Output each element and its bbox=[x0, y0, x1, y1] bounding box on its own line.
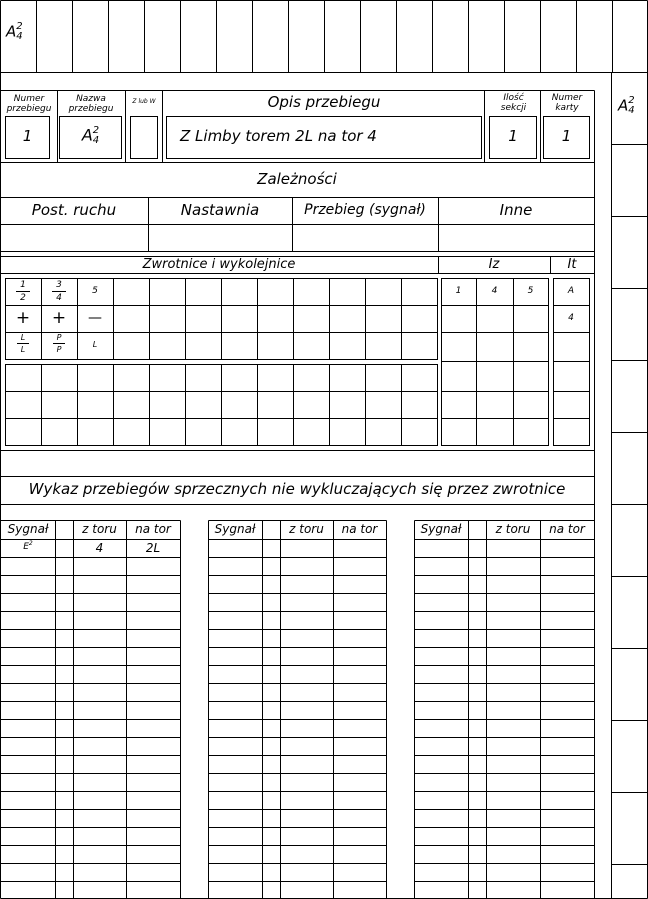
pos-l-l-den: L bbox=[20, 345, 26, 354]
label-karty-line2: karty bbox=[555, 103, 579, 113]
zwrotnice-title: Zwrotnice i wykolejnice bbox=[142, 257, 296, 272]
pos-p-p bbox=[53, 334, 65, 354]
zaleznosci-title: Zależności bbox=[257, 170, 337, 188]
opis-przebiegu-value: Z Limby torem 2L na tor 4 bbox=[180, 127, 377, 145]
z-lub-w-box bbox=[130, 116, 158, 159]
nazwa-code-sup: 2 bbox=[92, 125, 100, 136]
top-route-code-base: A bbox=[6, 22, 17, 41]
pos-l-l-num: L bbox=[17, 334, 29, 344]
wykaz-row1-signal-sup: 2 bbox=[28, 540, 33, 547]
pos-p-p-den: P bbox=[56, 345, 62, 354]
pos-l-l bbox=[17, 334, 29, 354]
wykaz-col-z-toru-3: z toru bbox=[495, 522, 531, 536]
iz-value-5: 5 bbox=[527, 286, 534, 296]
wykaz-row1-from: 4 bbox=[95, 541, 104, 555]
wykaz-col-na-tor-1: na tor bbox=[135, 522, 171, 536]
top-route-code-sub: 4 bbox=[16, 31, 23, 42]
position-plus-2: + bbox=[51, 308, 67, 328]
label-ilosc-line2: sekcji bbox=[500, 103, 527, 113]
label-ilosc-line1: Ilość bbox=[503, 93, 524, 103]
switch-1-2-num: 1 bbox=[16, 281, 30, 292]
top-route-code-sup: 2 bbox=[16, 21, 23, 32]
label-nazwa-przebiegu bbox=[58, 94, 124, 114]
wykaz-col-z-toru-1: z toru bbox=[82, 522, 117, 536]
pos-p-p-num: P bbox=[53, 334, 65, 344]
wykaz-row1-signal-base: E bbox=[23, 542, 29, 552]
label-numer-line1: Numer bbox=[13, 94, 45, 104]
nazwa-code-base: A bbox=[81, 125, 93, 145]
side-route-code-base: A bbox=[618, 96, 629, 115]
label-karty-line1: Numer bbox=[551, 93, 583, 103]
iz-value-1: 1 bbox=[455, 286, 462, 296]
it-label: It bbox=[567, 257, 577, 272]
wykaz-col-sygnal-3: Sygnał bbox=[420, 522, 462, 536]
zaleznosci-col-nastawnia: Nastawnia bbox=[180, 201, 260, 219]
label-numer-line2: przebiegu bbox=[6, 104, 52, 114]
side-route-code-sup: 2 bbox=[628, 95, 635, 106]
wykaz-col-na-tor-2: na tor bbox=[341, 522, 378, 536]
zaleznosci-col-inne: Inne bbox=[499, 201, 533, 219]
it-value-a: A bbox=[567, 286, 575, 296]
wykaz-col-na-tor-3: na tor bbox=[549, 522, 585, 536]
label-z-lub-w: Z lub W bbox=[132, 98, 156, 105]
iz-value-4: 4 bbox=[491, 286, 498, 296]
pos-l: L bbox=[92, 340, 98, 349]
label-opis-przebiegu: Opis przebiegu bbox=[267, 93, 381, 111]
wykaz-row1-to: 2L bbox=[145, 541, 161, 555]
nazwa-przebiegu-value bbox=[59, 126, 122, 146]
it-value-4: 4 bbox=[568, 313, 574, 323]
switch-1-2 bbox=[16, 281, 30, 303]
switch-3-4-num: 3 bbox=[52, 281, 66, 292]
side-route-code bbox=[618, 96, 635, 116]
switch-5: 5 bbox=[92, 286, 98, 296]
wykaz-row1-signal bbox=[1, 541, 55, 552]
switch-1-2-den: 2 bbox=[20, 293, 26, 303]
wykaz-col-z-toru-2: z toru bbox=[289, 522, 324, 536]
side-route-code-sub: 4 bbox=[628, 105, 635, 116]
wykaz-col-sygnal-1: Sygnał bbox=[7, 522, 49, 536]
nazwa-code-sub: 4 bbox=[92, 135, 100, 146]
numer-karty-value: 1 bbox=[561, 127, 572, 145]
label-ilosc-sekcji bbox=[486, 93, 541, 113]
top-route-code bbox=[6, 22, 23, 42]
ilosc-sekcji-value: 1 bbox=[508, 127, 518, 145]
zaleznosci-col-post-ruchu: Post. ruchu bbox=[31, 201, 117, 219]
position-plus-1: + bbox=[15, 308, 31, 328]
switch-3-4 bbox=[52, 281, 66, 303]
label-numer-karty bbox=[542, 93, 592, 113]
wykaz-col-sygnal-2: Sygnał bbox=[214, 522, 256, 536]
label-nazwa-line2: przebiegu bbox=[68, 104, 114, 114]
wykaz-title: Wykaz przebiegów sprzecznych nie wykluczających się przez zwrotnice bbox=[28, 480, 566, 498]
switch-3-4-den: 4 bbox=[56, 293, 62, 303]
label-nazwa-line1: Nazwa bbox=[76, 94, 106, 104]
position-minus-3: — bbox=[88, 310, 102, 326]
label-numer-przebiegu bbox=[1, 94, 57, 114]
zaleznosci-col-przebieg: Przebieg (sygnał) bbox=[304, 202, 426, 218]
iz-label: Iz bbox=[488, 257, 500, 272]
numer-przebiegu-value: 1 bbox=[22, 127, 33, 145]
